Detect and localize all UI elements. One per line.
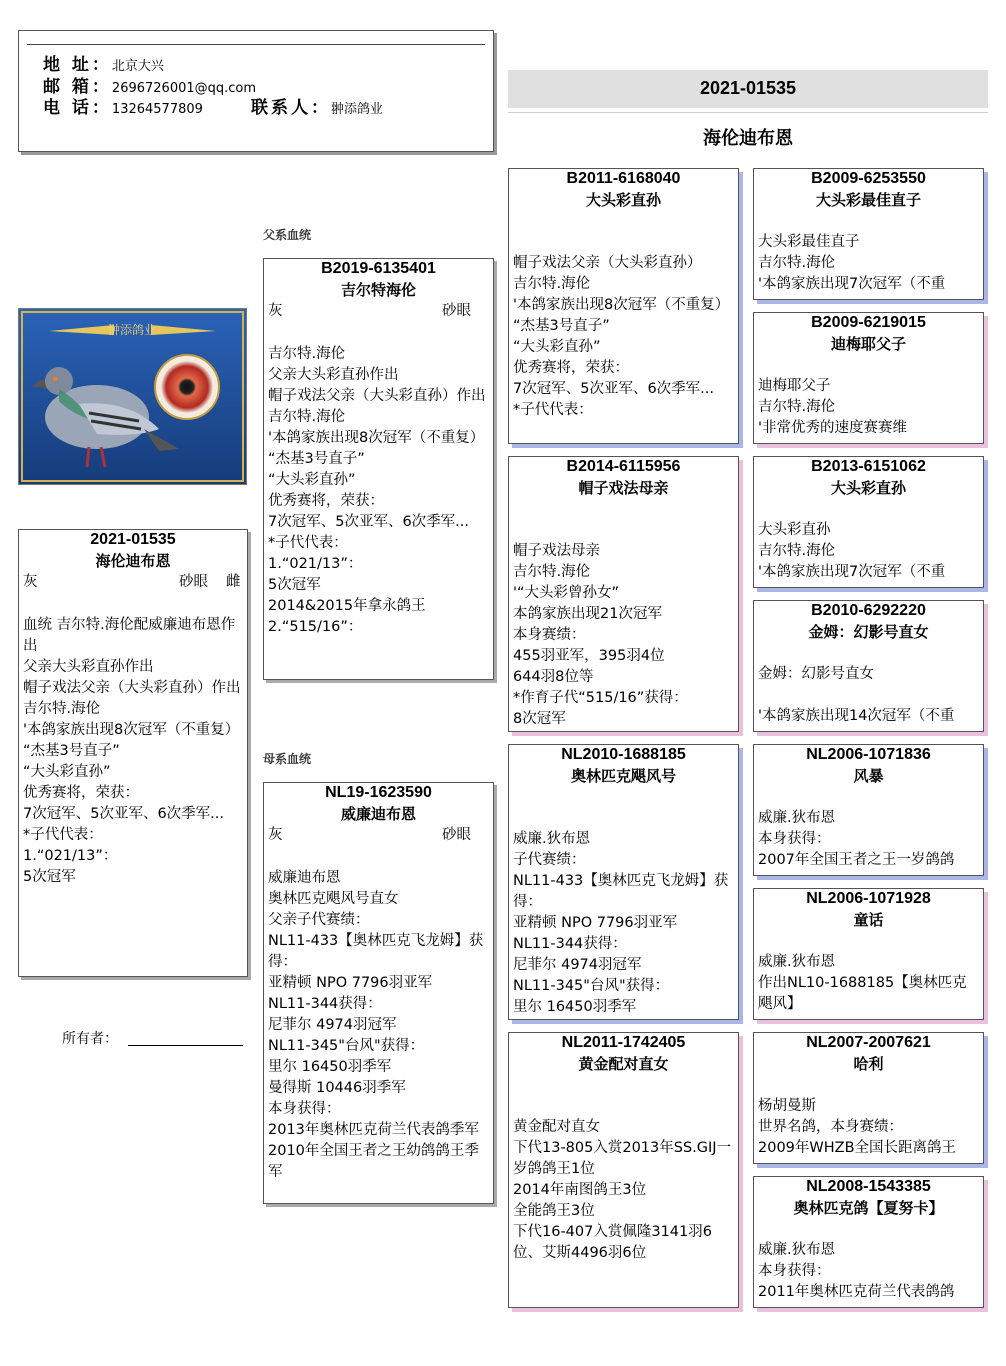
great-grandparent-ring: NL2006-1071836 — [806, 746, 931, 763]
note-line: '本鸽家族出现8次冠军（不重复） — [268, 430, 485, 446]
note-line: 1.“021/13”： — [23, 848, 118, 864]
note-line: 2013年奥林匹克荷兰代表鸽季军 — [268, 1122, 479, 1138]
note-line: *作育子代“515/16”获得： — [513, 690, 688, 706]
grandparent-ring: NL2010-1688185 — [561, 746, 686, 763]
grandparent-card — [508, 168, 739, 444]
note-line: 644羽8位等 — [513, 669, 594, 685]
sire-color: 灰 — [268, 303, 283, 319]
great-grandparent-notes — [754, 787, 983, 871]
sire-attrs — [264, 301, 493, 323]
grandparent-notes — [509, 211, 738, 421]
note-line: NL11-344获得： — [268, 996, 382, 1012]
note-line: 1.“021/13”： — [268, 556, 363, 572]
note-line: 本身获得： — [268, 1101, 341, 1117]
grandparent-notes — [509, 1075, 738, 1264]
note-line: 吉尔特.海伦 — [513, 564, 591, 580]
grandparent-ring: B2014-6115956 — [566, 458, 681, 475]
contact-box — [18, 30, 494, 152]
note-line — [758, 499, 979, 520]
note-line: '本鸽家族出现7次冠军（不重 — [758, 564, 946, 580]
note-line: 威廉.狄布恩 — [513, 831, 591, 847]
note-line: 本身获得： — [758, 1263, 831, 1279]
header-divider — [508, 112, 988, 113]
email-label: 邮 箱： — [43, 77, 112, 97]
header-ring: 2021-01535 — [699, 78, 797, 98]
sire-card — [263, 258, 494, 680]
note-line: 世界名鸽，本身赛绩： — [758, 1119, 903, 1135]
note-line: 奥林匹克飓风号直女 — [268, 891, 399, 907]
grandparent-card — [508, 744, 739, 1020]
note-line: “杰基3号直子” — [513, 318, 610, 334]
note-line: 吉尔特.海伦 — [513, 276, 591, 292]
pigeon-photo — [18, 308, 247, 485]
note-line: 曼得斯 10446羽季军 — [268, 1080, 406, 1096]
address-row — [43, 55, 164, 77]
note-line — [758, 355, 979, 376]
note-line: 全能鸽王3位 — [513, 1203, 595, 1219]
note-line — [758, 787, 979, 808]
note-line: 7次冠军、5次亚军、6次季军... — [513, 381, 715, 397]
note-line: 本鸽家族出现21次冠军 — [513, 606, 662, 622]
note-line: 威廉.狄布恩 — [758, 810, 836, 826]
note-line — [268, 847, 489, 868]
note-line: 金姆：幻影号直女 — [758, 666, 874, 682]
subject-attrs — [19, 572, 247, 594]
note-line: 黄金配对直女 — [513, 1119, 600, 1135]
note-line — [758, 1075, 979, 1096]
great-grandparent-name: 大头彩直孙 — [830, 479, 906, 497]
note-line: 优秀赛将，荣获： — [23, 785, 139, 801]
grandparent-name: 黄金配对直女 — [578, 1055, 669, 1073]
mother-section-label: 母系血统 — [263, 752, 312, 766]
contact-person-value: 翀添鸽业 — [331, 102, 384, 117]
note-line: 吉尔特.海伦 — [758, 399, 836, 415]
phone-value: 13264577809 — [111, 102, 203, 117]
dam-ring: NL19-1623590 — [325, 784, 432, 801]
note-line — [758, 643, 979, 664]
note-line: 帽子戏法父亲（大头彩直孙） — [513, 255, 702, 271]
note-line — [23, 594, 243, 615]
note-line: 8次冠军 — [513, 711, 566, 727]
great-grandparent-ring: B2009-6253550 — [811, 170, 926, 187]
note-line: 吉尔特.海伦 — [268, 346, 346, 362]
great-grandparent-name: 风暴 — [853, 767, 884, 785]
note-line: “大头彩直孙” — [268, 472, 356, 488]
note-line: 本身获得： — [758, 831, 831, 847]
great-grandparent-notes — [754, 211, 983, 295]
note-line: “大头彩直孙” — [513, 339, 601, 355]
note-line: '非常优秀的速度赛赛维 — [758, 420, 907, 436]
note-line: 2014年南图鸽王3位 — [513, 1182, 647, 1198]
grandparent-name: 帽子戏法母亲 — [578, 479, 669, 497]
grandparent-card — [508, 1032, 739, 1308]
great-grandparent-card — [753, 1176, 984, 1308]
note-line: 血统 吉尔特.海伦配威廉迪布恩作出 — [23, 617, 236, 654]
subject-color: 灰 — [23, 574, 38, 590]
owner-label: 所有者： — [62, 1031, 118, 1047]
father-section-label: 父系血统 — [263, 228, 312, 242]
note-line: 下代16-407入赏佩隆3141羽6位、艾斯4496羽6位 — [513, 1224, 712, 1261]
note-line: 优秀赛将，荣获： — [268, 493, 384, 509]
note-line: '本鸽家族出现14次冠军（不重 — [758, 708, 955, 724]
great-grandparent-card — [753, 1032, 984, 1164]
great-grandparent-ring: B2009-6219015 — [811, 314, 926, 331]
note-line: NL11-433【奥林匹克飞龙姆】获得： — [268, 933, 484, 970]
note-line: “大头彩直孙” — [23, 764, 111, 780]
note-line: 父亲大头彩直孙作出 — [268, 367, 399, 383]
note-line: 威廉迪布恩 — [268, 870, 341, 886]
subject-eye: 砂眼 — [179, 574, 208, 590]
note-line: 下代13-805入赏2013年SS.GIJ一岁鸽鸽王1位 — [513, 1140, 732, 1177]
note-line — [513, 211, 734, 232]
note-line — [268, 323, 489, 344]
note-line: 吉尔特.海伦 — [758, 543, 836, 559]
great-grandparent-name: 迪梅耶父子 — [830, 335, 906, 353]
grandparent-notes — [509, 787, 738, 1018]
note-line — [513, 1075, 734, 1096]
note-line: 帽子戏法母亲 — [513, 543, 600, 559]
eye-closeup — [161, 361, 213, 413]
photo-banner-text: 翀添鸽业 — [107, 323, 157, 337]
note-line: NL11-344获得： — [513, 936, 627, 952]
note-line: 2007年全国王者之王一岁鸽鸽 — [758, 852, 955, 868]
subject-name: 海伦迪布恩 — [95, 552, 171, 570]
dam-attrs — [264, 825, 493, 847]
note-line: NL11-433【奥林匹克飞龙姆】获得： — [513, 873, 729, 910]
sire-notes — [264, 323, 493, 638]
note-line: 里尔 16450羽季军 — [513, 999, 637, 1015]
great-grandparent-name: 金姆：幻影号直女 — [808, 623, 929, 641]
note-line — [758, 1219, 979, 1240]
subject-card — [18, 529, 248, 977]
note-line — [513, 232, 734, 253]
header-name: 海伦迪布恩 — [703, 128, 793, 149]
note-line: *子代代表： — [268, 535, 348, 551]
note-line: 亚精顿 NPO 7796羽亚军 — [268, 975, 433, 991]
note-line: 威廉.狄布恩 — [758, 954, 836, 970]
address-value: 北京大兴 — [111, 59, 164, 74]
note-line: 吉尔特.海伦 — [758, 255, 836, 271]
dam-color: 灰 — [268, 827, 283, 843]
note-line: 父亲大头彩直孙作出 — [23, 659, 154, 675]
note-line — [758, 211, 979, 232]
note-line — [758, 931, 979, 952]
dam-card — [263, 782, 494, 1204]
note-line: 5次冠军 — [268, 577, 321, 593]
great-grandparent-ring: NL2008-1543385 — [806, 1178, 931, 1195]
note-line: 尼菲尔 4974羽冠军 — [268, 1017, 397, 1033]
note-line — [758, 685, 979, 706]
note-line: 大头彩最佳直子 — [758, 234, 860, 250]
grandparent-ring: B2011-6168040 — [566, 170, 681, 187]
grandparent-ring: NL2011-1742405 — [561, 1034, 686, 1051]
great-grandparent-notes — [754, 1075, 983, 1159]
sire-ring: B2019-6135401 — [321, 260, 436, 277]
great-grandparent-notes — [754, 355, 983, 439]
great-grandparent-card — [753, 168, 984, 300]
subject-ring: 2021-01535 — [90, 531, 176, 548]
note-line: 威廉.狄布恩 — [758, 1242, 836, 1258]
note-line: '“大头彩曾孙女” — [513, 585, 620, 601]
note-line: '本鸽家族出现8次冠军（不重复） — [23, 722, 240, 738]
note-line — [513, 499, 734, 520]
contact-person-label: 联系人： — [251, 98, 332, 118]
note-line: 2011年奥林匹克荷兰代表鸽鸽 — [758, 1284, 955, 1300]
owner-signature-line[interactable] — [128, 1045, 243, 1046]
note-line: 吉尔特.海伦 — [268, 409, 346, 425]
phone-label: 电 话： — [43, 98, 112, 118]
dam-eye: 砂眼 — [442, 827, 471, 843]
note-line: 7次冠军、5次亚军、6次季军... — [268, 514, 470, 530]
note-line: “杰基3号直子” — [23, 743, 120, 759]
note-line: 2.“515/16”： — [268, 619, 363, 635]
note-line: 本身赛绩： — [513, 627, 586, 643]
note-line — [513, 787, 734, 808]
note-line: 大头彩直孙 — [758, 522, 831, 538]
note-line: 2010年全国王者之王幼鸽鸽王季军 — [268, 1143, 479, 1180]
grandparent-notes — [509, 499, 738, 730]
great-grandparent-ring: B2010-6292220 — [811, 602, 926, 619]
note-line: 尼菲尔 4974羽冠军 — [513, 957, 642, 973]
great-grandparent-card — [753, 744, 984, 876]
note-line: 7次冠军、5次亚军、6次季军... — [23, 806, 225, 822]
great-grandparent-name: 奥林匹克鸽【夏努卡】 — [793, 1199, 944, 1217]
note-line: 帽子戏法父亲（大头彩直孙）作出 — [23, 680, 241, 696]
note-line: NL11-345"台风"获得： — [268, 1038, 425, 1054]
dam-name: 威廉迪布恩 — [340, 805, 416, 823]
note-line: 父亲子代赛绩： — [268, 912, 370, 928]
note-line — [513, 808, 734, 829]
subject-sex: 雌 — [226, 574, 241, 590]
note-line: 里尔 16450羽季军 — [268, 1059, 392, 1075]
great-grandparent-card — [753, 456, 984, 588]
great-grandparent-notes — [754, 931, 983, 1015]
grandparent-card — [508, 456, 739, 732]
sire-name: 吉尔特海伦 — [340, 281, 416, 299]
note-line: 455羽亚军，395羽4位 — [513, 648, 665, 664]
subject-notes — [19, 594, 247, 888]
great-grandparent-ring: NL2007-2007621 — [806, 1034, 931, 1051]
note-line: 帽子戏法父亲（大头彩直孙）作出 — [268, 388, 486, 404]
note-line: 作出NL10-1688185【奥林匹克飓风】 — [758, 975, 967, 1012]
note-line: '本鸽家族出现7次冠军（不重 — [758, 276, 946, 292]
email-row — [43, 77, 256, 99]
note-line: 2009年WHZB全国长距离鸽王 — [758, 1140, 957, 1156]
note-line: 2014&2015年拿永鸽王 — [268, 598, 426, 614]
note-line — [513, 1096, 734, 1117]
great-grandparent-name: 大头彩最佳直子 — [815, 191, 921, 209]
great-grandparent-ring: B2013-6151062 — [811, 458, 926, 475]
address-label: 地 址： — [43, 55, 112, 75]
note-line: 吉尔特.海伦 — [23, 701, 101, 717]
note-line: 迪梅耶父子 — [758, 378, 831, 394]
pigeon-photo-svg — [19, 309, 246, 484]
great-grandparent-card — [753, 600, 984, 732]
note-line — [513, 520, 734, 541]
note-line: “杰基3号直子” — [268, 451, 365, 467]
note-line: 5次冠军 — [23, 869, 76, 885]
email-value: 2696726001@qq.com — [111, 81, 257, 96]
great-grandparent-card — [753, 312, 984, 444]
great-grandparent-notes — [754, 643, 983, 727]
great-grandparent-notes — [754, 1219, 983, 1303]
great-grandparent-ring: NL2006-1071928 — [806, 890, 931, 907]
grandparent-name: 奥林匹克飓风号 — [570, 767, 676, 785]
dam-notes — [264, 847, 493, 1183]
note-line: 杨胡曼斯 — [758, 1098, 816, 1114]
note-line: *子代代表： — [513, 402, 593, 418]
great-grandparent-card — [753, 888, 984, 1020]
great-grandparent-name: 童话 — [853, 911, 884, 929]
great-grandparent-notes — [754, 499, 983, 583]
sire-eye: 砂眼 — [442, 303, 471, 319]
phone-row — [43, 98, 383, 120]
note-line: NL11-345"台风"获得： — [513, 978, 670, 994]
contact-rule — [27, 44, 485, 45]
grandparent-name: 大头彩直孙 — [585, 191, 661, 209]
note-line: 优秀赛将，荣获： — [513, 360, 629, 376]
note-line: '本鸽家族出现8次冠军（不重复） — [513, 297, 730, 313]
note-line: 亚精顿 NPO 7796羽亚军 — [513, 915, 678, 931]
note-line: 子代赛绩： — [513, 852, 586, 868]
note-line: *子代代表： — [23, 827, 103, 843]
great-grandparent-name: 哈利 — [853, 1055, 884, 1073]
